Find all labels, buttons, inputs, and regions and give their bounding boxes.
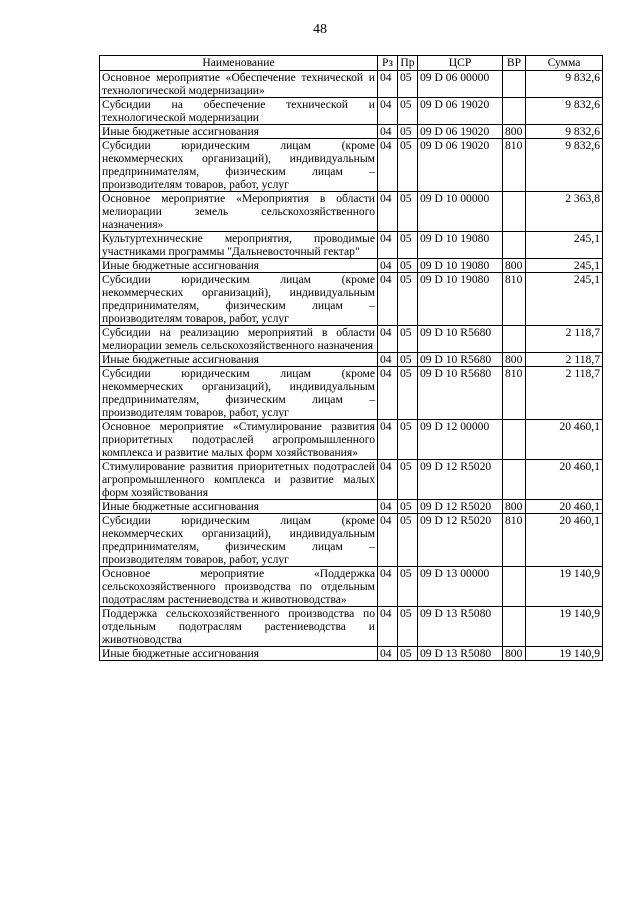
cell-sum: 9 832,6 — [526, 98, 603, 125]
table-row — [100, 273, 603, 326]
cell-rz: 04 — [378, 273, 398, 326]
cell-csr: 09 D 10 R5680 — [418, 367, 503, 420]
cell-pr: 05 — [398, 71, 418, 98]
cell-name: Иные бюджетные ассигнования — [100, 125, 378, 139]
cell-csr: 09 D 10 19080 — [418, 232, 503, 259]
cell-rz: 04 — [378, 567, 398, 607]
cell-vr: 800 — [503, 500, 526, 514]
cell-csr: 09 D 10 19080 — [418, 273, 503, 326]
cell-vr: 800 — [503, 647, 526, 661]
cell-sum: 19 140,9 — [526, 647, 603, 661]
cell-pr: 05 — [398, 139, 418, 192]
table-row — [100, 232, 603, 259]
cell-vr — [503, 420, 526, 460]
cell-csr: 09 D 13 R5080 — [418, 647, 503, 661]
header-vr: ВР — [503, 56, 526, 71]
cell-vr — [503, 71, 526, 98]
cell-pr: 05 — [398, 460, 418, 500]
cell-vr — [503, 460, 526, 500]
cell-sum: 9 832,6 — [526, 71, 603, 98]
cell-sum: 245,1 — [526, 259, 603, 273]
cell-csr: 09 D 13 R5080 — [418, 607, 503, 647]
cell-vr: 800 — [503, 353, 526, 367]
cell-rz: 04 — [378, 367, 398, 420]
cell-sum: 9 832,6 — [526, 125, 603, 139]
cell-pr: 05 — [398, 98, 418, 125]
table-row — [100, 192, 603, 232]
cell-csr: 09 D 13 00000 — [418, 567, 503, 607]
cell-sum: 19 140,9 — [526, 567, 603, 607]
cell-pr: 05 — [398, 273, 418, 326]
table-row — [100, 98, 603, 125]
cell-sum: 19 140,9 — [526, 607, 603, 647]
cell-name: Основное мероприятие «Стимулирование развития приоритетных подотраслей агропромышленного комплекса и развитие малых форм хозяйствования» — [100, 420, 378, 460]
cell-name: Иные бюджетные ассигнования — [100, 259, 378, 273]
cell-rz: 04 — [378, 98, 398, 125]
cell-rz: 04 — [378, 232, 398, 259]
table-row — [100, 353, 603, 367]
cell-vr: 810 — [503, 367, 526, 420]
cell-rz: 04 — [378, 500, 398, 514]
header-pr: Пр — [398, 56, 418, 71]
cell-name: Иные бюджетные ассигнования — [100, 500, 378, 514]
cell-sum: 20 460,1 — [526, 460, 603, 500]
cell-csr: 09 D 06 19020 — [418, 139, 503, 192]
cell-sum: 2 363,8 — [526, 192, 603, 232]
table-row — [100, 500, 603, 514]
cell-sum: 9 832,6 — [526, 139, 603, 192]
cell-vr: 800 — [503, 125, 526, 139]
budget-table — [99, 55, 603, 661]
cell-csr: 09 D 10 00000 — [418, 192, 503, 232]
cell-name: Субсидии юридическим лицам (кроме некоммерческих организаций), индивидуальным предпринимателям, физическим лицам – производителям товаров, работ, услуг — [100, 514, 378, 567]
header-csr: ЦСР — [418, 56, 503, 71]
cell-sum: 245,1 — [526, 232, 603, 259]
cell-vr — [503, 232, 526, 259]
cell-vr: 810 — [503, 273, 526, 326]
cell-name: Субсидии на обеспечение технической и технологической модернизации — [100, 98, 378, 125]
cell-name: Субсидии юридическим лицам (кроме некоммерческих организаций), индивидуальным предпринимателям, физическим лицам – производителям товаров, работ, услуг — [100, 139, 378, 192]
cell-sum: 20 460,1 — [526, 500, 603, 514]
cell-pr: 05 — [398, 259, 418, 273]
table-row — [100, 460, 603, 500]
cell-pr: 05 — [398, 567, 418, 607]
cell-name: Иные бюджетные ассигнования — [100, 647, 378, 661]
cell-rz: 04 — [378, 420, 398, 460]
header-name: Наименование — [100, 56, 378, 71]
cell-vr — [503, 567, 526, 607]
cell-csr: 09 D 10 19080 — [418, 259, 503, 273]
cell-name: Субсидии юридическим лицам (кроме некоммерческих организаций), индивидуальным предпринимателям, физическим лицам – производителям товаров, работ, услуг — [100, 367, 378, 420]
cell-rz: 04 — [378, 125, 398, 139]
cell-vr — [503, 192, 526, 232]
cell-csr: 09 D 06 19020 — [418, 125, 503, 139]
cell-rz: 04 — [378, 514, 398, 567]
cell-vr — [503, 326, 526, 353]
cell-rz: 04 — [378, 259, 398, 273]
cell-sum: 20 460,1 — [526, 514, 603, 567]
cell-sum: 20 460,1 — [526, 420, 603, 460]
cell-vr — [503, 607, 526, 647]
table-header-row — [100, 56, 603, 71]
cell-csr: 09 D 12 R5020 — [418, 500, 503, 514]
cell-name: Культуртехнические мероприятия, проводимые участниками программы "Дальневосточный гектар" — [100, 232, 378, 259]
table-row — [100, 647, 603, 661]
cell-rz: 04 — [378, 139, 398, 192]
cell-rz: 04 — [378, 192, 398, 232]
table-row — [100, 125, 603, 139]
cell-csr: 09 D 12 00000 — [418, 420, 503, 460]
cell-name: Основное мероприятие «Обеспечение технической и технологической модернизации» — [100, 71, 378, 98]
cell-pr: 05 — [398, 192, 418, 232]
cell-pr: 05 — [398, 353, 418, 367]
cell-vr: 810 — [503, 139, 526, 192]
cell-csr: 09 D 06 00000 — [418, 71, 503, 98]
cell-vr: 810 — [503, 514, 526, 567]
header-rz: Рз — [378, 56, 398, 71]
table-row — [100, 139, 603, 192]
cell-sum: 2 118,7 — [526, 353, 603, 367]
cell-rz: 04 — [378, 353, 398, 367]
header-sum: Сумма — [526, 56, 603, 71]
cell-vr — [503, 98, 526, 125]
table-row — [100, 71, 603, 98]
cell-sum: 2 118,7 — [526, 367, 603, 420]
table-body — [100, 71, 603, 661]
cell-name: Основное мероприятие «Мероприятия в области мелиорации земель сельскохозяйственного назначения» — [100, 192, 378, 232]
cell-csr: 09 D 06 19020 — [418, 98, 503, 125]
table-row — [100, 259, 603, 273]
cell-name: Основное мероприятие «Поддержка сельскохозяйственного производства по отдельным подотраслям растениеводства и животноводства» — [100, 567, 378, 607]
cell-name: Субсидии на реализацию мероприятий в области мелиорации земель сельскохозяйственного назначения — [100, 326, 378, 353]
cell-rz: 04 — [378, 460, 398, 500]
page-number: 48 — [313, 22, 327, 37]
cell-pr: 05 — [398, 420, 418, 460]
cell-rz: 04 — [378, 71, 398, 98]
table-row — [100, 420, 603, 460]
cell-vr: 800 — [503, 259, 526, 273]
cell-rz: 04 — [378, 326, 398, 353]
cell-csr: 09 D 10 R5680 — [418, 326, 503, 353]
table-row — [100, 326, 603, 353]
cell-sum: 245,1 — [526, 273, 603, 326]
table-row — [100, 367, 603, 420]
cell-name: Стимулирование развития приоритетных подотраслей агропромышленного комплекса и развитие малых форм хозяйствования — [100, 460, 378, 500]
cell-csr: 09 D 12 R5020 — [418, 514, 503, 567]
cell-pr: 05 — [398, 326, 418, 353]
cell-name: Иные бюджетные ассигнования — [100, 353, 378, 367]
cell-csr: 09 D 10 R5680 — [418, 353, 503, 367]
table-row — [100, 607, 603, 647]
cell-rz: 04 — [378, 607, 398, 647]
cell-pr: 05 — [398, 125, 418, 139]
cell-pr: 05 — [398, 647, 418, 661]
cell-rz: 04 — [378, 647, 398, 661]
cell-pr: 05 — [398, 500, 418, 514]
cell-pr: 05 — [398, 367, 418, 420]
cell-pr: 05 — [398, 232, 418, 259]
cell-csr: 09 D 12 R5020 — [418, 460, 503, 500]
cell-sum: 2 118,7 — [526, 326, 603, 353]
table-row — [100, 567, 603, 607]
table-row — [100, 514, 603, 567]
cell-name: Субсидии юридическим лицам (кроме некоммерческих организаций), индивидуальным предпринимателям, физическим лицам – производителям товаров, работ, услуг — [100, 273, 378, 326]
cell-pr: 05 — [398, 514, 418, 567]
cell-pr: 05 — [398, 607, 418, 647]
cell-name: Поддержка сельскохозяйственного производства по отдельным подотраслям растениеводства и животноводства — [100, 607, 378, 647]
